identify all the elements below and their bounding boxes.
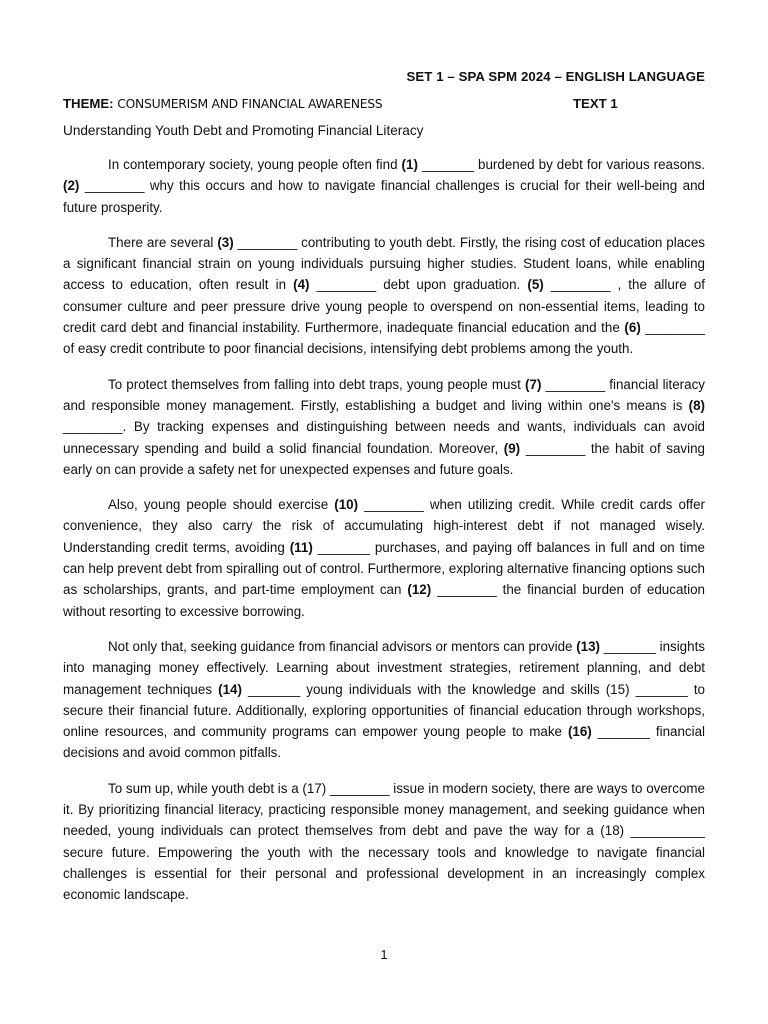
paragraph-text: To sum up, while youth debt is a (17) ________ issue in modern society, there are ways to overcome it. By prioritizing financial literacy, practicing responsible money management, and seeking guidance when needed, young individuals can protect themselves from debt and pave the way for a (18) __________ secure future. Empowering the youth with the necessary tools and knowledge to navigate financial challenges is essential for their personal and professional development in an increasingly complex economic landscape. bbox=[63, 780, 705, 903]
question-number: (8) bbox=[688, 397, 705, 413]
paragraph-text: In contemporary society, young people often find bbox=[108, 157, 402, 172]
paragraph-text: ________ , the allure of consumer culture and peer pressure drive young people to overspend on non-essential items, leading to credit card debt and financial instability. Furthermore, inadequate financial education and the bbox=[63, 277, 705, 336]
paragraph-2 bbox=[63, 232, 705, 360]
theme-line bbox=[63, 96, 705, 116]
paragraph-6 bbox=[63, 778, 705, 906]
paragraph-text: _______ financial decisions and avoid common pitfalls. bbox=[63, 724, 706, 761]
exam-set-header: SET 1 – SPA SPM 2024 – ENGLISH LANGUAGE bbox=[406, 69, 705, 84]
paragraph-5 bbox=[63, 636, 705, 764]
question-number: (6) bbox=[624, 320, 641, 336]
paragraph-text: Not only that, seeking guidance from financial advisors or mentors can provide bbox=[108, 638, 577, 654]
paragraph-text: There are several bbox=[108, 234, 218, 250]
question-number: (4) bbox=[293, 277, 310, 293]
paragraph-text: _______ burdened by debt for various reasons. bbox=[417, 157, 706, 172]
body-text bbox=[63, 154, 705, 920]
question-number: (14) bbox=[218, 681, 242, 697]
paragraph-text: _______ insights into managing money effectively. Learning about investment strategies, retirement planning, and debt management techniques bbox=[63, 638, 705, 697]
question-number: (2) bbox=[63, 178, 80, 194]
question-number: (5) bbox=[527, 277, 544, 293]
theme-value: CONSUMERISM AND FINANCIAL AWARENESS bbox=[117, 96, 383, 111]
paragraph-3 bbox=[63, 374, 705, 480]
question-number: (13) bbox=[576, 638, 601, 654]
text-number-label: TEXT 1 bbox=[573, 96, 618, 111]
paragraph-text: ________ the habit of saving early on can provide a safety net for unexpected expenses and future goals. bbox=[63, 440, 705, 477]
question-number: (12) bbox=[407, 582, 432, 598]
paragraph-text: _______ young individuals with the knowledge and skills (15) _______ to secure their financial future. Additionally, exploring opportunities of financial education through workshops, online resources, and community programs can empower young people to make bbox=[63, 681, 706, 740]
paragraph-text: ________. By tracking expenses and distinguishing between needs and wants, individuals can avoid unnecessary spending and build a solid financial foundation. Moreover, bbox=[63, 419, 705, 456]
question-number: (11) bbox=[289, 539, 313, 555]
question-number: (16) bbox=[567, 724, 592, 740]
question-number: (7) bbox=[525, 376, 542, 392]
paragraph-text: Also, young people should exercise bbox=[108, 497, 335, 513]
theme-label: THEME: bbox=[63, 96, 114, 111]
paragraph-text: ________ of easy credit contribute to poor financial decisions, intensifying debt problems among the youth. bbox=[63, 320, 705, 357]
paragraph-text: _______ purchases, and paying off balances in full and on time can help prevent debt from spiralling out of control. Furthermore, exploring alternative financing options such as scholarships, grants, and part-time employment can bbox=[63, 539, 705, 598]
paragraph-1 bbox=[63, 154, 705, 218]
paragraph-4 bbox=[63, 494, 705, 622]
question-number: (9) bbox=[503, 440, 521, 456]
paragraph-text: ________ why this occurs and how to navigate financial challenges is crucial for their well-being and future prosperity. bbox=[63, 178, 705, 215]
paragraph-text: ________ debt upon graduation. bbox=[309, 277, 528, 293]
page-number: 1 bbox=[380, 947, 388, 962]
paragraph-text: ________ when utilizing credit. While credit cards offer convenience, they also carry the risk of accumulating high-interest debt if not managed wisely. Understanding credit terms, avoiding bbox=[63, 497, 706, 555]
paragraph-text: To protect themselves from falling into debt traps, young people must bbox=[108, 376, 526, 392]
document-subtitle: Understanding Youth Debt and Promoting Financial Literacy bbox=[63, 123, 424, 138]
paragraph-text: ________ financial literacy and responsible money management. Firstly, establishing a budget and living within one's means is bbox=[63, 376, 705, 413]
question-number: (1) bbox=[401, 157, 418, 172]
paragraph-text: ________ contributing to youth debt. Firstly, the rising cost of education places a significant financial strain on young individuals pursuing higher studies. Student loans, while enabling access to education, often result in bbox=[63, 234, 705, 293]
paragraph-text: ________ the financial burden of education without resorting to excessive borrowing. bbox=[63, 582, 705, 619]
question-number: (10) bbox=[334, 497, 359, 513]
question-number: (3) bbox=[217, 234, 234, 250]
